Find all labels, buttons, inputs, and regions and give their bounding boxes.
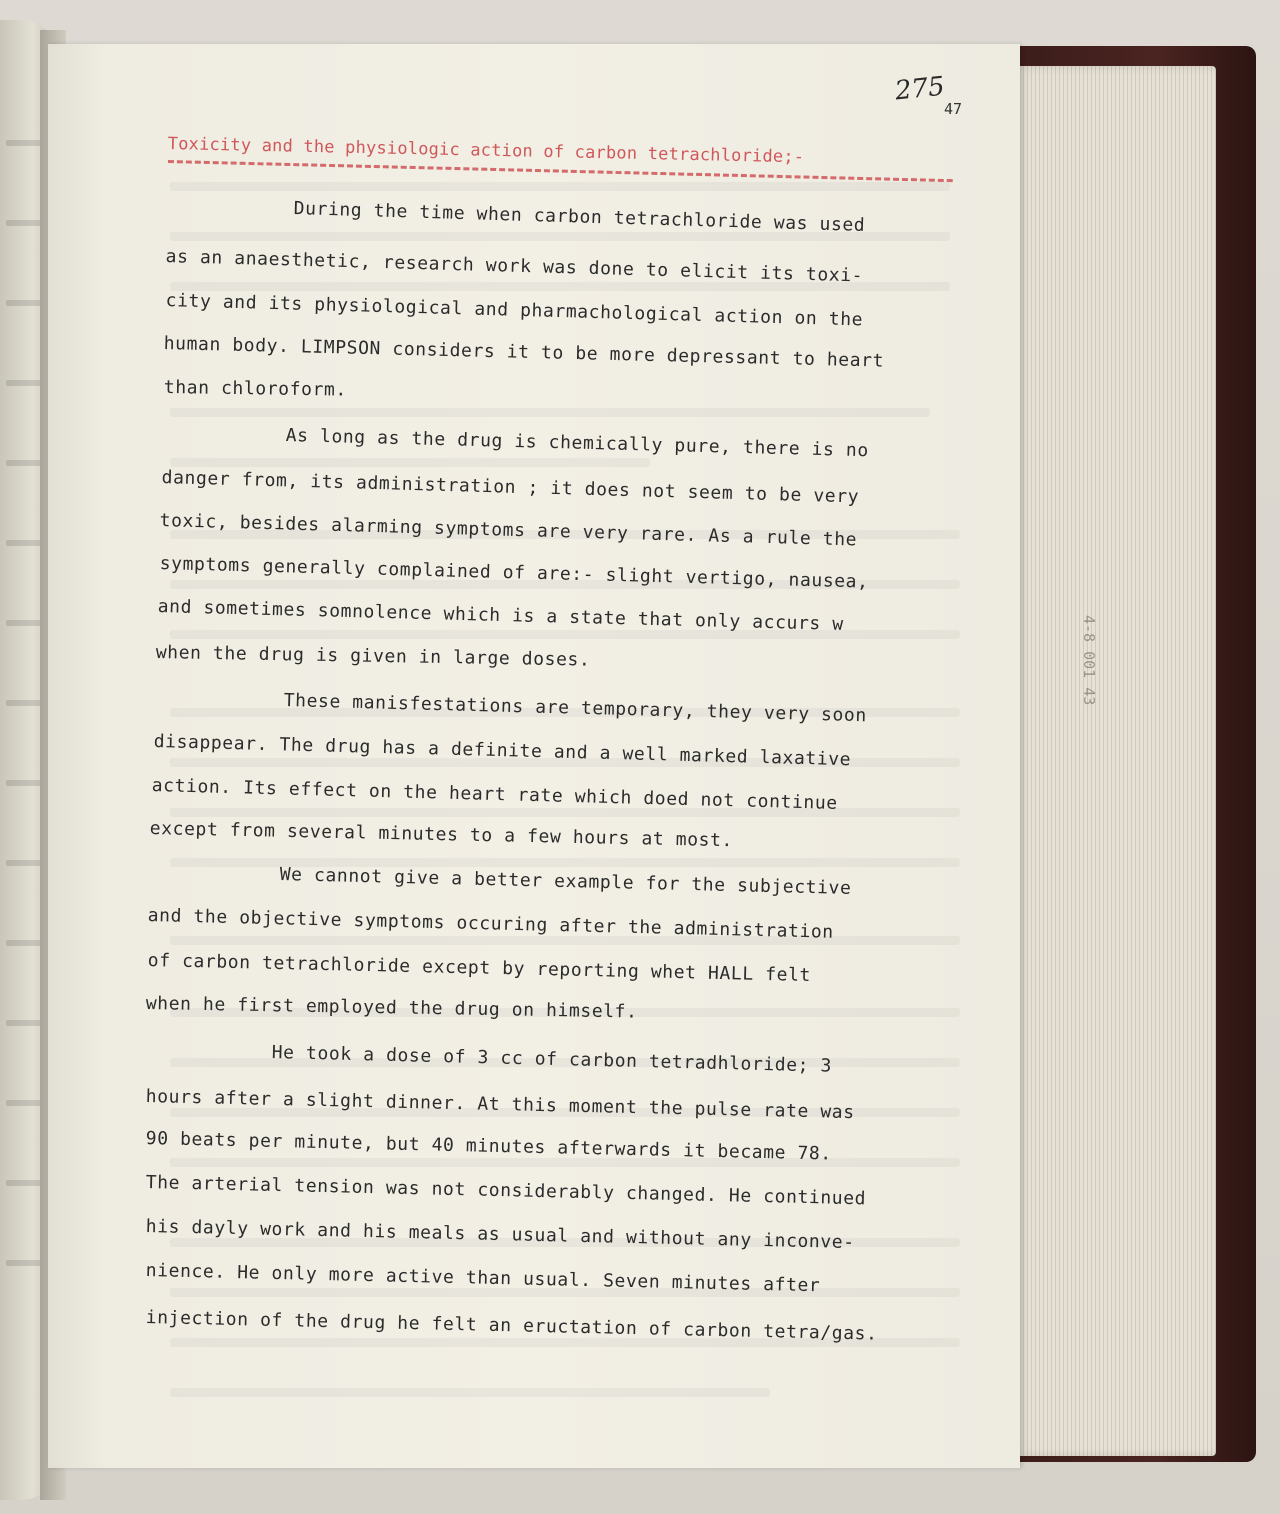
body-line: and the objective symptoms occuring after the administration [147, 905, 835, 943]
body-line: danger from, its administration ; it does not seem to be very [161, 467, 860, 508]
typed-page-number: 47 [944, 100, 963, 118]
body-line: We cannot give a better example for the subjective [279, 864, 852, 899]
body-line: injection of the drug he felt an eructation of carbon tetra/gas. [145, 1307, 878, 1345]
body-line: and sometimes somnolence which is a state that only accurs w [157, 596, 844, 635]
body-line: He took a dose of 3 cc of carbon tetradhloride; 3 [271, 1042, 833, 1077]
body-line: disappear. The drug has a definite and a well marked laxative [153, 731, 852, 771]
body-line: when he first employed the drug on himself. [145, 993, 638, 1023]
body-line: hours after a slight dinner. At this moment the pulse rate was [145, 1086, 855, 1124]
body-line: than chloroform. [163, 377, 347, 401]
body-line: except from several minutes to a few hours at most. [149, 818, 734, 852]
spine-stamp: 4-8 001 43 [1080, 615, 1098, 706]
body-line: As long as the drug is chemically pure, there is no [285, 425, 870, 462]
body-line: his dayly work and his meals as usual and without any inconve- [145, 1216, 855, 1254]
body-line: 90 beats per minute, but 40 minutes afterwards it became 78. [145, 1128, 833, 1165]
body-line: human body. LIMPSON considers it to be more depressant to heart [163, 333, 885, 372]
body-line: symptoms generally complained of are:- slight vertigo, nausea, [159, 553, 869, 593]
body-line: During the time when carbon tetrachloride was used [293, 198, 866, 236]
handwritten-folio-number: 275 [893, 71, 947, 107]
section-heading: Toxicity and the physiologic action of carbon tetrachloride;- [167, 134, 805, 168]
body-line: The arterial tension was not considerably changed. He continued [145, 1172, 867, 1210]
body-line: as an anaesthetic, research work was done to elicit its toxi- [165, 246, 864, 287]
body-line: These manisfestations are temporary, they very soon [283, 690, 868, 727]
body-line: when the drug is given in large doses. [155, 642, 591, 671]
body-line: nience. He only more active than usual. Seven minutes after [145, 1260, 821, 1297]
body-line: city and its physiological and pharmachological action on the [165, 290, 864, 331]
body-line: toxic, besides alarming symptoms are very rare. As a rule the [159, 510, 858, 551]
page-block-edges [1016, 66, 1216, 1456]
body-line: action. Its effect on the heart rate which doed not continue [151, 775, 838, 814]
body-line: of carbon tetrachloride except by reporting whet HALL felt [147, 950, 812, 987]
